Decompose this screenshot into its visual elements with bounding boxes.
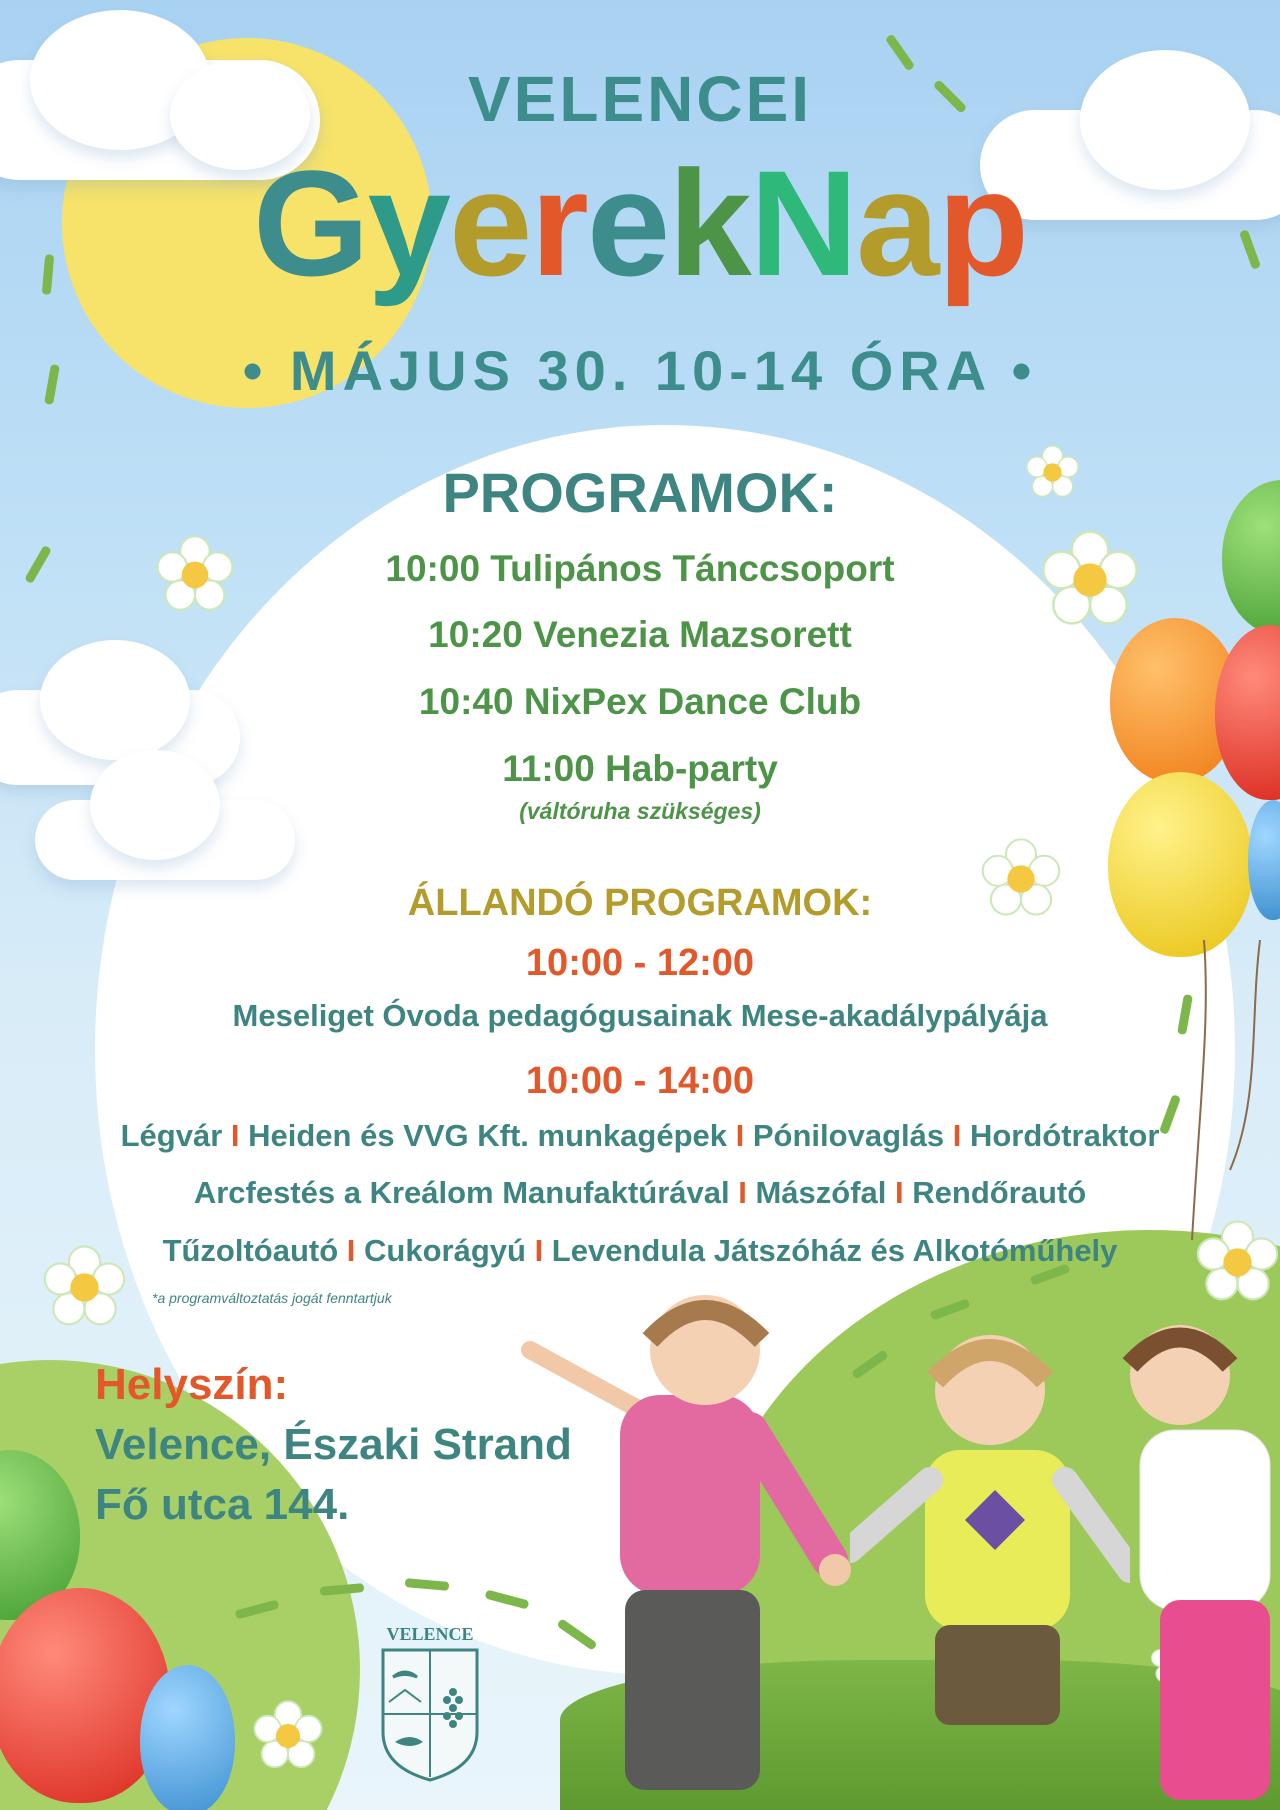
activity-line <box>0 1175 1280 1211</box>
title-letter: N <box>749 139 857 307</box>
logo-text: VELENCE <box>386 1624 474 1644</box>
event-date: • MÁJUS 30. 10-14 ÓRA • <box>242 339 1038 402</box>
programs-heading: PROGRAMOK: <box>442 461 838 524</box>
activity-item: Rendőrautó <box>912 1175 1087 1210</box>
activity-item: Heiden és VVG Kft. munkagépek <box>248 1118 728 1153</box>
program-item: 10:20 Venezia Mazsorett <box>428 614 852 655</box>
time-slot-2: 10:00 - 14:00 <box>525 1060 755 1102</box>
time-slot-1-desc: Meseliget Óvoda pedagógusainak Mese-akadálypályája <box>232 998 1048 1033</box>
location-street: Fő utca 144. <box>95 1480 350 1529</box>
separator: I <box>525 1233 552 1268</box>
title-letter: e <box>586 139 669 307</box>
title-letter: y <box>367 139 450 307</box>
separator: I <box>944 1118 970 1153</box>
program-item: 10:40 NixPex Dance Club <box>418 681 862 722</box>
activity-item: Levendula Játszóház és Alkotóműhely <box>551 1233 1118 1268</box>
activity-item: Hordótraktor <box>969 1118 1160 1153</box>
program-note: (váltóruha szükséges) <box>519 798 761 824</box>
location-address: Velence, Északi Strand <box>95 1420 572 1469</box>
child-white-shirt-illustration <box>1120 1310 1280 1810</box>
blue-balloon-icon <box>140 1665 235 1810</box>
time-slot-1: 10:00 - 12:00 <box>525 942 755 984</box>
disclaimer: *a programváltoztatás jogát fenntartjuk <box>152 1290 392 1306</box>
event-title <box>0 139 1280 307</box>
separator: I <box>886 1175 913 1210</box>
daisy-flower-icon <box>252 1700 324 1772</box>
subtitle: VELENCEI <box>467 63 813 135</box>
separator: I <box>729 1175 756 1210</box>
title-letter: a <box>856 139 938 307</box>
activity-item: Légvár <box>120 1118 223 1153</box>
program-item: 11:00 Hab-party <box>502 748 778 789</box>
location-label: Helyszín: <box>95 1360 289 1409</box>
child-yellow-shirt-illustration <box>850 1320 1130 1800</box>
activity-item: Cukorágyú <box>364 1233 526 1268</box>
permanent-heading: ÁLLANDÓ PROGRAMOK: <box>407 882 873 924</box>
title-letter: p <box>937 139 1028 307</box>
activity-line <box>0 1233 1280 1269</box>
title-letter: G <box>252 139 368 307</box>
separator: I <box>222 1118 249 1153</box>
title-letter: k <box>668 139 750 307</box>
activity-item: Arcfestés a Kreálom Manufaktúrával <box>193 1175 730 1210</box>
activity-item: Pónilovaglás <box>752 1118 945 1153</box>
separator: I <box>338 1233 365 1268</box>
child-pink-shirt-illustration <box>500 1290 860 1810</box>
program-item: 10:00 Tulipános Tánccsoport <box>385 548 895 589</box>
title-letter: r <box>530 139 587 307</box>
activity-item: Tűzoltóautó <box>162 1233 339 1268</box>
separator: I <box>727 1118 753 1153</box>
velence-coat-of-arms-icon <box>375 1622 485 1782</box>
title-letter: e <box>449 139 531 307</box>
activity-item: Mászófal <box>755 1175 887 1210</box>
activity-line <box>0 1118 1280 1154</box>
